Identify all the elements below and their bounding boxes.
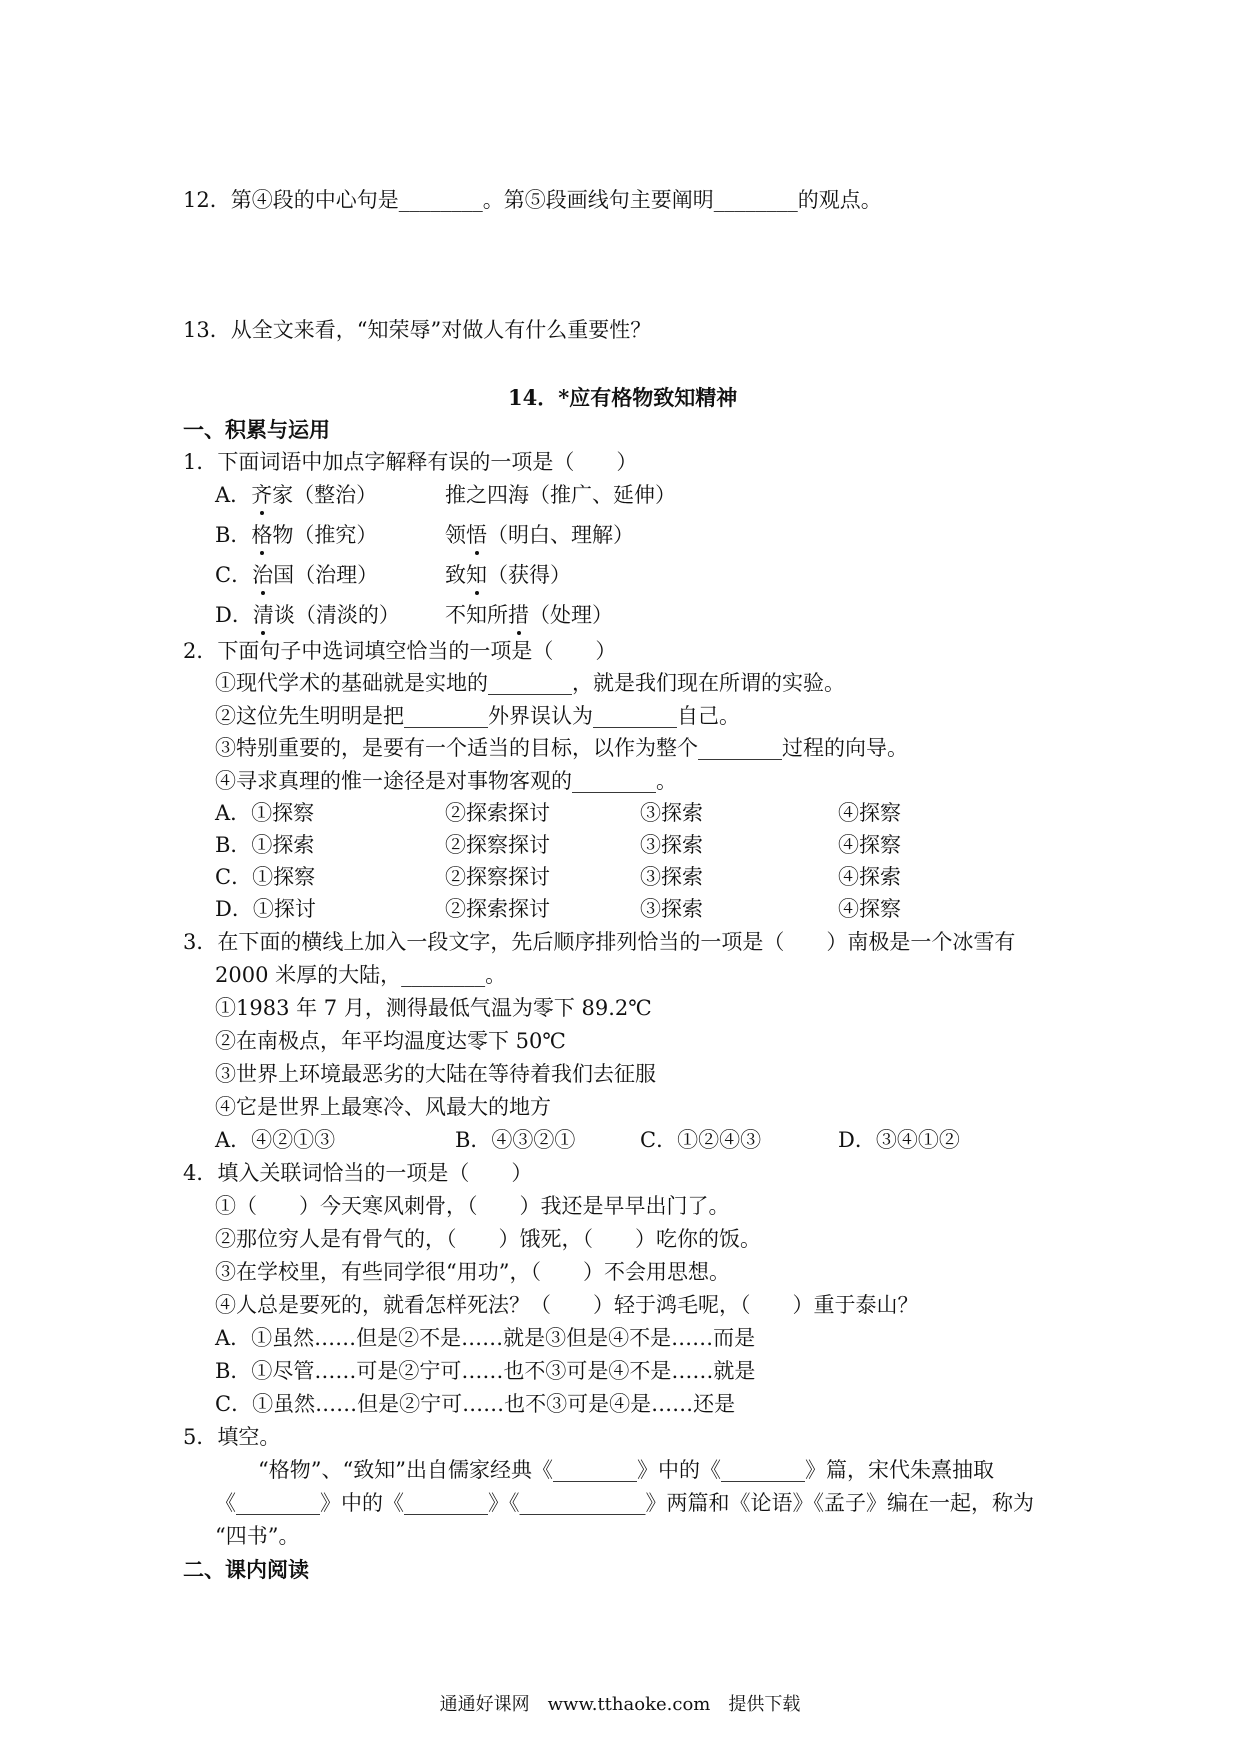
p3-option-b: B．④③②① [455,1128,576,1152]
p1-option-d-left: D．清谈（清淡的） [215,603,400,627]
p3-option-c: C．①②④③ [640,1128,762,1152]
p3-option-d: D．③④①② [838,1128,960,1152]
p2-stem: 2．下面句子中选词填空恰当的一项是（ ） [183,639,617,663]
p3-sentence-4: ④它是世界上最寒冷、风最大的地方 [215,1095,551,1119]
p5-line-1: “格物”、“致知”出自儒家经典《________》中的《________》篇，宋代朱熹抽取 [258,1458,994,1482]
p3-sentence-3: ③世界上环境最恶劣的大陆在等待着我们去征服 [215,1062,656,1086]
p2-option-d-3: ③探索 [640,897,703,921]
p2-sentence-2: ②这位先生明明是把________外界误认为________自己。 [215,704,740,728]
p2-option-b-4: ④探察 [838,833,901,857]
p2-option-c-3: ③探索 [640,865,703,889]
p2-option-a-3: ③探索 [640,801,703,825]
p1-option-c-left: C．治国（治理） [215,563,379,587]
p2-option-a-4: ④探察 [838,801,901,825]
p2-sentence-1: ①现代学术的基础就是实地的________，就是我们现在所谓的实验。 [215,671,845,695]
p4-sentence-3: ③在学校里，有些同学很“用功”，（ ）不会用思想。 [215,1260,730,1284]
p3-stem-continued: 2000 米厚的大陆，________。 [215,963,507,987]
lesson-title: 14．*应有格物致知精神 [508,385,738,410]
p3-stem: 3．在下面的横线上加入一段文字，先后顺序排列恰当的一项是（ ）南极是一个冰雪有 [183,930,1016,954]
p2-option-c-1: C．①探察 [215,865,316,889]
p2-option-d-4: ④探察 [838,897,901,921]
p2-option-b-1: B．①探索 [215,833,315,857]
p2-option-a-1: A．①探察 [215,801,315,825]
p4-sentence-1: ①（ ）今天寒风刺骨，（ ）我还是早早出门了。 [215,1194,730,1218]
p2-option-b-3: ③探索 [640,833,703,857]
p2-sentence-4: ④寻求真理的惟一途径是对事物客观的________。 [215,769,677,793]
section-heading-2: 二、课内阅读 [183,1557,309,1582]
p5-line-2: 《________》中的《________》《____________》两篇和《论语》《孟子》编在一起，称为 [215,1491,1034,1515]
p4-sentence-4: ④人总是要死的，就看怎样死法？（ ）轻于鸿毛呢，（ ）重于泰山？ [215,1293,919,1317]
p1-option-b-right: 领悟（明白、理解） [445,523,634,547]
p1-option-d-right: 不知所措（处理） [445,603,613,627]
p5-line-3: “四书”。 [215,1524,300,1548]
section-heading-1: 一、积累与运用 [183,417,330,442]
p1-option-a-right: 推之四海（推广、延伸） [445,483,676,507]
p4-stem: 4．填入关联词恰当的一项是（ ） [183,1161,533,1185]
p3-sentence-1: ①1983 年 7 月，测得最低气温为零下 89.2℃ [215,996,652,1020]
p1-option-c-right: 致知（获得） [445,563,571,587]
p2-option-b-2: ②探察探讨 [445,833,550,857]
p1-stem: 1．下面词语中加点字解释有误的一项是（ ） [183,450,638,474]
p2-option-c-2: ②探察探讨 [445,865,550,889]
question-12: 12．第④段的中心句是________。第⑤段画线句主要阐明________的观点。 [183,188,882,212]
p5-stem: 5．填空。 [183,1425,281,1449]
p1-option-a-left: A．齐家（整治） [215,483,378,507]
p3-sentence-2: ②在南极点，年平均温度达零下 50℃ [215,1029,566,1053]
question-13: 13．从全文来看，“知荣辱”对做人有什么重要性？ [183,318,652,342]
p4-option-b: B．①尽管……可是②宁可……也不③可是④不是……就是 [215,1359,756,1383]
p1-option-b-left: B．格物（推究） [215,523,378,547]
p4-option-a: A．①虽然……但是②不是……就是③但是④不是……而是 [215,1326,756,1350]
p4-option-c: C．①虽然……但是②宁可……也不③可是④是……还是 [215,1392,736,1416]
page-footer: 通通好课网 www.tthaoke.com 提供下载 [439,1694,801,1715]
p4-sentence-2: ②那位穷人是有骨气的，（ ）饿死，（ ）吃你的饭。 [215,1227,761,1251]
p2-option-a-2: ②探索探讨 [445,801,550,825]
p2-option-c-4: ④探索 [838,865,901,889]
p2-sentence-3: ③特别重要的，是要有一个适当的目标，以作为整个________过程的向导。 [215,736,908,760]
p2-option-d-1: D．①探讨 [215,897,316,921]
p2-option-d-2: ②探索探讨 [445,897,550,921]
p3-option-a: A．④②①③ [215,1128,336,1152]
